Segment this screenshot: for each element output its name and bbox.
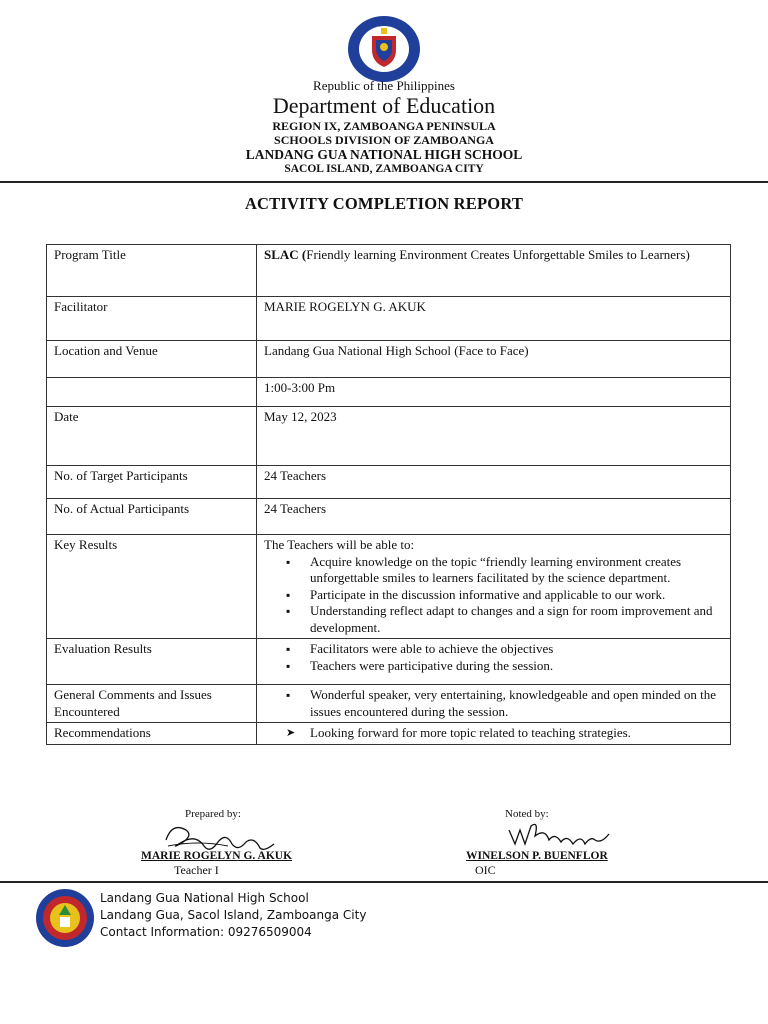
table-row: [47, 297, 731, 341]
recommendations-list: [264, 725, 723, 742]
table-row: [47, 245, 731, 297]
table-row: [47, 341, 731, 378]
list-item: ▪ Teachers were participative during the session.: [310, 658, 723, 675]
school-line: LANDANG GUA NATIONAL HIGH SCHOOL: [245, 147, 523, 162]
school-seal-logo: [34, 888, 96, 948]
list-item: ▪ Understanding reflect adapt to changes and a sign for room improvement and development.: [310, 603, 723, 636]
table-row: [47, 378, 731, 407]
department-name: Department of Education: [272, 93, 496, 118]
deped-seal-logo: [345, 14, 423, 84]
table-row: [47, 499, 731, 535]
address-line: SACOL ISLAND, ZAMBOANGA CITY: [284, 163, 484, 175]
time-label: [47, 378, 257, 407]
noted-signature: [505, 820, 620, 850]
recommendations-value: [257, 723, 731, 745]
table-row: [47, 535, 731, 639]
list-item: ➤ Looking forward for more topic related to teaching strategies.: [310, 725, 723, 742]
target-participants-label: No. of Target Participants: [47, 466, 257, 499]
table-row: [47, 639, 731, 685]
list-item: ▪ Participate in the discussion informative and applicable to our work.: [310, 587, 723, 604]
report-table: [46, 244, 731, 745]
header-divider: [0, 181, 768, 183]
time-value: 1:00-3:00 Pm: [257, 378, 731, 407]
footer-contact: Contact Information: 09276509004: [100, 925, 312, 939]
list-item: ▪ Acquire knowledge on the topic “friendly learning environment creates unforgettable smiles to learners facilitated by the science department.: [310, 554, 723, 587]
recommendations-label: Recommendations: [47, 723, 257, 745]
footer-school-name: Landang Gua National High School: [100, 891, 309, 905]
prepared-by-label: Prepared by:: [185, 808, 241, 820]
noted-by-label: Noted by:: [505, 808, 549, 820]
program-title-label: Program Title: [47, 245, 257, 297]
evaluation-label: Evaluation Results: [47, 639, 257, 685]
comments-label: General Comments and Issues Encountered: [47, 685, 257, 723]
evaluation-value: [257, 639, 731, 685]
prepared-by-role: Teacher I: [174, 863, 219, 877]
facilitator-label: Facilitator: [47, 297, 257, 341]
list-item: ▪ Wonderful speaker, very entertaining, knowledgeable and open minded on the issues encountered during the session.: [310, 687, 723, 720]
actual-participants-value: 24 Teachers: [257, 499, 731, 535]
facilitator-value: MARIE ROGELYN G. AKUK: [257, 297, 731, 341]
prepared-by-name: MARIE ROGELYN G. AKUK: [141, 850, 293, 862]
date-value: May 12, 2023: [257, 407, 731, 466]
comments-list: [264, 687, 723, 720]
table-row: [47, 466, 731, 499]
key-results-intro: The Teachers will be able to:: [264, 537, 415, 552]
division-line: SCHOOLS DIVISION OF ZAMBOANGA: [274, 133, 494, 147]
republic-line: Republic of the Philippines: [313, 78, 455, 93]
key-results-label: Key Results: [47, 535, 257, 639]
noted-by-name: WINELSON P. BUENFLOR: [466, 850, 608, 862]
table-row: [47, 407, 731, 466]
comments-value: [257, 685, 731, 723]
footer-address: Landang Gua, Sacol Island, Zamboanga City: [100, 908, 367, 922]
location-label: Location and Venue: [47, 341, 257, 378]
report-title: ACTIVITY COMPLETION REPORT: [244, 194, 524, 213]
list-item: ▪ Facilitators were able to achieve the objectives: [310, 641, 723, 658]
target-participants-value: 24 Teachers: [257, 466, 731, 499]
table-row: [47, 723, 731, 745]
noted-by-role: OIC: [475, 863, 496, 877]
footer-divider: [0, 881, 768, 883]
key-results-list: [264, 554, 723, 637]
region-line: REGION IX, ZAMBOANGA PENINSULA: [272, 119, 496, 133]
table-row: [47, 685, 731, 723]
evaluation-list: [264, 641, 723, 674]
date-label: Date: [47, 407, 257, 466]
program-title-value: SLAC (Friendly learning Environment Creates Unforgettable Smiles to Learners): [257, 245, 731, 297]
key-results-value: [257, 535, 731, 639]
location-value: Landang Gua National High School (Face to Face): [257, 341, 731, 378]
actual-participants-label: No. of Actual Participants: [47, 499, 257, 535]
